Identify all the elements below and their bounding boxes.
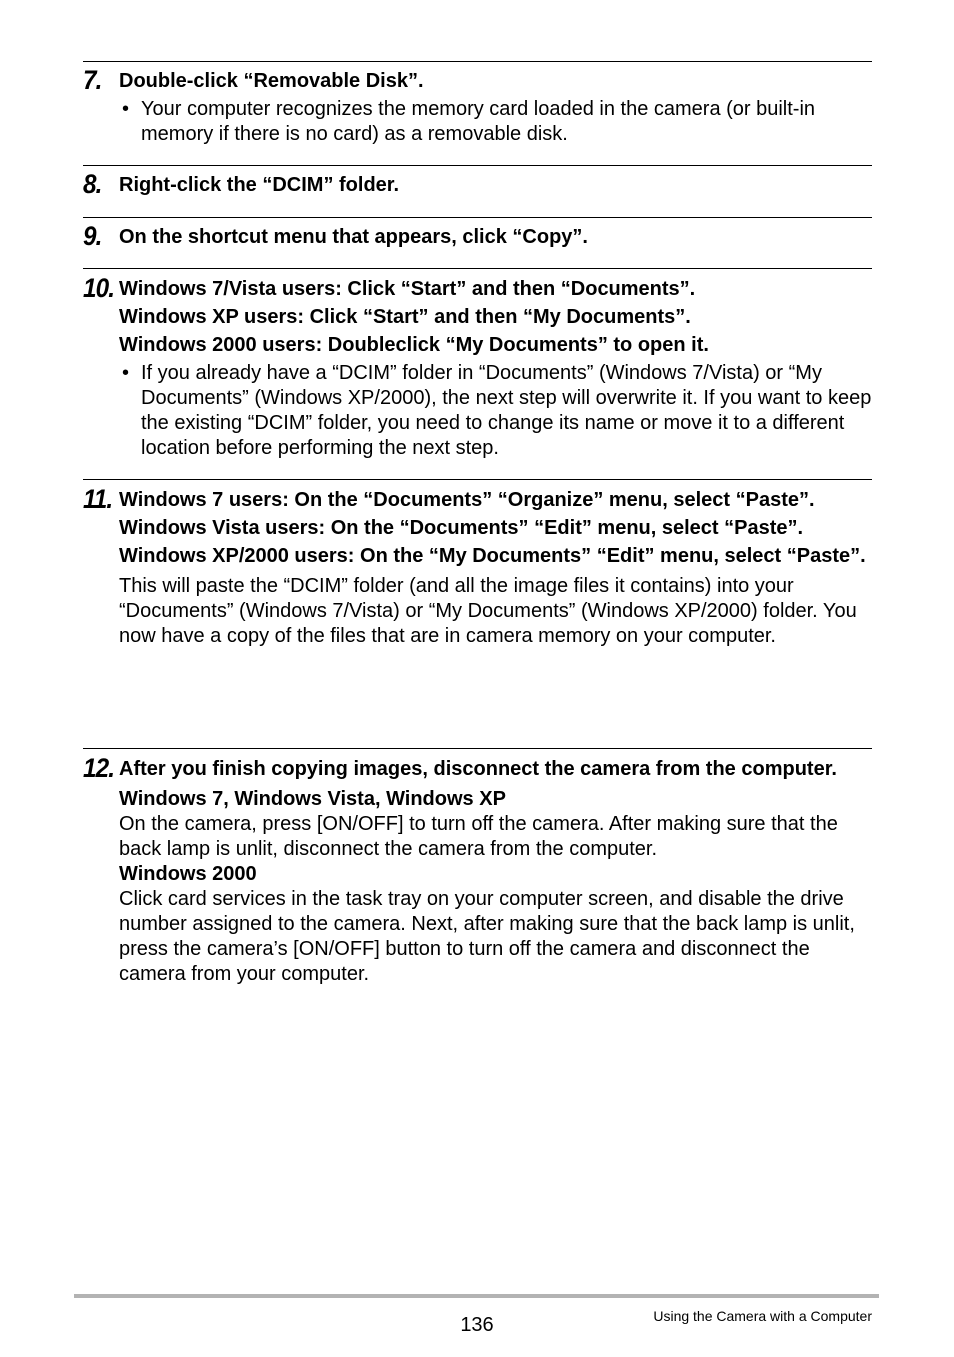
step-divider bbox=[83, 748, 872, 749]
step-body: This will paste the “DCIM” folder (and all the image files it contains) into your “Documents” (Windows 7/Vista) or “My Documents” (Windows XP/2000) folder. You now have a copy of the files that are in camera memory on your computer. bbox=[119, 575, 857, 647]
step-9 bbox=[83, 223, 873, 251]
step-heading: Windows 7 users: On the “Documents” “Organize” menu, select “Paste”. bbox=[119, 489, 815, 511]
step-heading: On the shortcut menu that appears, click “Copy”. bbox=[119, 226, 588, 248]
step-8 bbox=[83, 171, 873, 199]
step-10 bbox=[83, 275, 873, 461]
step-divider bbox=[83, 217, 872, 218]
section-text: On the camera, press [ON/OFF] to turn off the camera. After making sure that the back lamp is unlit, disconnect the camera from the computer. bbox=[119, 813, 838, 860]
step-divider bbox=[83, 165, 872, 166]
step-number: 9. bbox=[83, 221, 102, 251]
step-heading: Windows XP/2000 users: On the “My Documents” “Edit” menu, select “Paste”. bbox=[119, 545, 866, 567]
step-number: 10. bbox=[83, 273, 115, 303]
step-heading: Windows Vista users: On the “Documents” “Edit” menu, select “Paste”. bbox=[119, 517, 804, 539]
bullet-note: • Your computer recognizes the memory card loaded in the camera (or built-in memory if there is no card) as a removable disk. bbox=[122, 98, 816, 145]
section-title: Windows 2000 bbox=[119, 863, 257, 885]
step-heading: Double-click “Removable Disk”. bbox=[119, 70, 424, 92]
step-12 bbox=[83, 755, 873, 987]
step-11 bbox=[83, 486, 873, 649]
step-heading: Windows XP users: Click “Start” and then “My Documents”. bbox=[119, 306, 691, 328]
footer-section-title: Using the Camera with a Computer bbox=[653, 1308, 872, 1324]
section-title: Windows 7, Windows Vista, Windows XP bbox=[119, 788, 506, 810]
step-number: 11. bbox=[83, 484, 113, 514]
bullet-note: • If you already have a “DCIM” folder in “Documents” (Windows 7/Vista) or “My Documents” (Windows XP/2000), the next step will overwrite it. If you want to keep the existing “DCIM” folder, you need to change its name or move it to a different location before performing the next step. bbox=[122, 362, 872, 459]
step-number: 7. bbox=[83, 65, 102, 95]
step-divider bbox=[83, 479, 872, 480]
page-number: 136 bbox=[460, 1314, 494, 1336]
step-heading: Windows 7/Vista users: Click “Start” and then “Documents”. bbox=[119, 278, 696, 300]
step-7 bbox=[83, 67, 873, 147]
step-divider bbox=[83, 268, 872, 269]
step-number: 12. bbox=[83, 753, 115, 783]
step-heading: After you finish copying images, disconnect the camera from the computer. bbox=[119, 758, 837, 780]
step-heading: Windows 2000 users: Doubleclick “My Documents” to open it. bbox=[119, 334, 709, 356]
section-text: Click card services in the task tray on your computer screen, and disable the drive number assigned to the camera. Next, after making sure that the back lamp is unlit, press the camera’s [ON/OFF] button to turn off the camera and disconnect the camera from your computer. bbox=[119, 888, 855, 985]
footer-rule bbox=[74, 1294, 879, 1298]
step-number: 8. bbox=[83, 169, 102, 199]
step-heading: Right-click the “DCIM” folder. bbox=[119, 174, 400, 196]
step-divider bbox=[83, 61, 872, 62]
